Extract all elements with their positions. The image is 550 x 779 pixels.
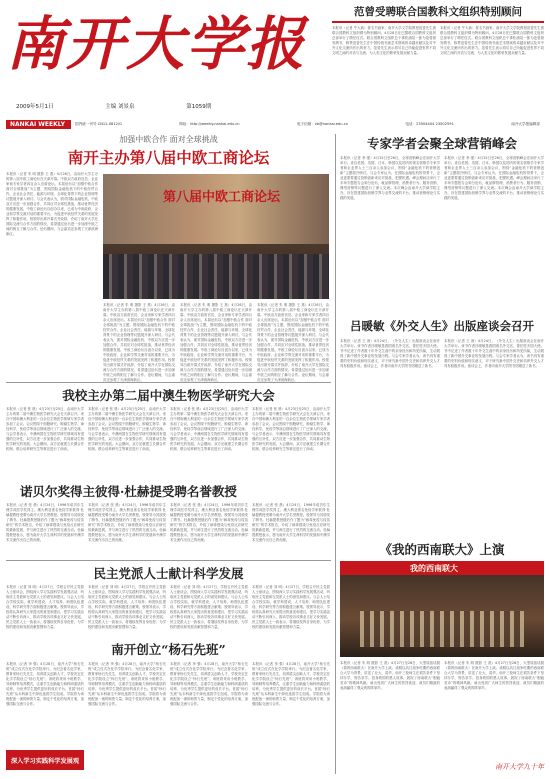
anniversary-logo: 南开大学九十年 [495, 763, 544, 771]
mz-story [6, 564, 331, 634]
xf-headline: 南开创立“杨石先班” [111, 642, 226, 657]
masthead-title: 南开大学报 [6, 10, 307, 78]
western-body-1: 本报讯（记者 朱 明 摄影 王 燕）4月27日至28日，大型原创话剧《我的西南联大》在南开大学上演。该剧以抗日战争时期的西南联合大学为背景，讲述了北大、清华、南开三校师生在艰苦条件下坚持办学、刻苦求学、投身救国的感人故事，展现了西南联大“刚毅坚卓”的精神风貌。演出受到广大师生的热烈欢迎，演员们精湛的表演赢得了观众的阵阵掌声。 [340, 661, 440, 690]
lv-body-1: 本报讯（记者 王 涛）4月24日，《外交人生》出版座谈会在南开大学举行。该书作者吕暖敏是我国著名外交官，曾任驻多国大使。书中记述了作者数十年外交生涯中的亲身经历和所见所闻，生动展现了新中国外交事业的发展历程。与会专家学者认为，该书具有重要的史料价值和现实意义，对于研究新中国外交史和培养外交人才具有积极作用。座谈会上，作者向南开大学图书馆赠送了新书。 [340, 339, 440, 368]
xf-body-1: 本报讯（记者 李 强）4月28日，南开大学“杨石先班”成立仪式在化学学院举行。为纪念著名化学家、教育家杨石先先生，培养拔尖创新人才，学校决定在化学学院设立“杨石先班”。该班将采用小班教学、导师制等培养模式，注重学生创新能力和科研素质的培养，为优秀学生提供更好的成长平台。首届“杨石先班”从本科新生中择优选拔学生组成。学院将为该班配备一流的师资力量，制定个性化的培养方案，加强国际交流与合作。 [6, 662, 84, 706]
western-photo [340, 561, 544, 657]
weekly-label: NANKAI WEEKLY [6, 121, 69, 128]
story-body-cont: 本报讯（记者 牛大新）著名书画家、南开大学文学院教授范曾先生被联合国教科文组织聘为特别顾问。4月28日在巴黎联合国教科文组织总部举行了聘任仪式。联合国教科文组织总干事松浦晃一郎为范曾颁发聘书，称赞范曾先生在中国传统书画艺术领域的卓越贡献以及对中外文化交流所作出的努力。范曾先生表示将尽自己所能促进世界不同文明之间的对话与交流，为人类文化的繁荣发展贡献力量。 [440, 26, 544, 55]
mz-body-1: 本报讯（记者 刘 明）4月27日，学校召开民主党派人士座谈会，围绕深入学习实践科学发展观活动，听取民主党派和无党派人士的意见和建议。与会人士结合学校实际，就学科建设、人才培养、师资队伍建设、科学研究等方面积极建言献策。校领导表示，学校将认真研究大家提出的意见和建议，把学习实践活动不断引向深入，推动学校各项事业又好又快发展。民主党派人士一致表示，将继续发挥自身优势，为学校的建设和发展贡献智慧和力量。 [6, 585, 84, 629]
expert-body-1: 本报讯（记者 李 强）4月25日至26日，全球营销峰会在南开大学举行。来自美国、英国、日本、韩国以及国内的著名营销学专家学者和企业界人士三百余人参加会议，围绕“金融危机下的营销创新”主题展开研讨。与会专家认为，在国际金融危机的背景下，企业更需要通过营销创新来应对挑战，把握机遇。峰会期间还举行了多场专题报告会和分论坛，就品牌管理、消费者行为、服务营销、网络营销等议题进行了深入交流。本次峰会由南开大学商学院主办，旨在搭建国际营销学界与业界交流的平台，推动营销理论与实践的发展。 [340, 156, 440, 200]
nobel-body-4: 本报讯（记者 张 晨）4月24日，1996年诺贝尔生理学或医学奖得主、澳大利亚著名免疫学家彼得·杜赫提教授受聘为南开大学名誉教授。校领导为其颁发了聘书。杜赫提教授随后作了题为“病毒免疫与疫苗研究”的学术报告，介绍了病毒感染与免疫反应研究的最新进展，并与师生进行了热烈的交流互动。杜赫提教授表示，愿为南开大学生命科学的发展和中澳学术交流作出自己的贡献。 [252, 503, 330, 542]
western-story [340, 540, 544, 776]
nobel-body-1: 本报讯（记者 张 晨）4月24日，1996年诺贝尔生理学或医学奖得主、澳大利亚著名免疫学家彼得·杜赫提教授受聘为南开大学名誉教授。校领导为其颁发了聘书。杜赫提教授随后作了题为“病毒免疫与疫苗研究”的学术报告，介绍了病毒感染与免疫反应研究的最新进展，并与师生进行了热烈的交流互动。杜赫提教授表示，愿为南开大学生命科学的发展和中澳学术交流作出自己的贡献。 [6, 503, 84, 542]
bio-body-1: 本报讯（记者 张 晨）4月23日至25日，由南开大学主办的第二届中澳生物医学研究大会在天津召开。来自中国和澳大利亚的一百余位生物医学领域专家学者参加了会议。会议围绕干细胞研究、肿瘤生物学、神经科学、免疫学等前沿领域进行了广泛深入的交流。与会学者表示，中澳两国在生物医学研究领域具有很强的互补性，双方应进一步加强合作，共同推动生物医学研究的发展。大会期间，双方还就建立长期合作机制、联合培养研究生等事宜进行了商谈。 [6, 407, 84, 451]
story-headline: 范曾受聘联合国教科文组织特别顾问 [354, 6, 522, 18]
mz-body-2: 本报讯（记者 刘 明）4月27日，学校召开民主党派人士座谈会，围绕深入学习实践科学发展观活动，听取民主党派和无党派人士的意见和建议。与会人士结合学校实际，就学科建设、人才培养、师资队伍建设、科学研究等方面积极建言献策。校领导表示，学校将认真研究大家提出的意见和建议，把学习实践活动不断引向深入，推动学校各项事业又好又快发展。民主党派人士一致表示，将继续发挥自身优势，为学校的建设和发展贡献智慧和力量。 [88, 585, 166, 629]
lead-story [6, 134, 331, 380]
lv-headline: 吕暖敏《外交人生》出版座谈会召开 [350, 319, 534, 333]
bio-body-2: 本报讯（记者 张 晨）4月23日至25日，由南开大学主办的第二届中澳生物医学研究大会在天津召开。来自中国和澳大利亚的一百余位生物医学领域专家学者参加了会议。会议围绕干细胞研究、肿瘤生物学、神经科学、免疫学等前沿领域进行了广泛深入的交流。与会学者表示，中澳两国在生物医学研究领域具有很强的互补性，双方应进一步加强合作，共同推动生物医学研究的发展。大会期间，双方还就建立长期合作机制、联合培养研究生等事宜进行了商谈。 [88, 407, 166, 451]
photo-banner-text: 第八届中欧工商论坛 [163, 190, 281, 205]
nobel-body-3: 本报讯（记者 张 晨）4月24日，1996年诺贝尔生理学或医学奖得主、澳大利亚著名免疫学家彼得·杜赫提教授受聘为南开大学名誉教授。校领导为其颁发了聘书。杜赫提教授随后作了题为“病毒免疫与疫苗研究”的学术报告，介绍了病毒感染与免疫反应研究的最新进展，并与师生进行了热烈的交流互动。杜赫提教授表示，愿为南开大学生命科学的发展和中澳学术交流作出自己的贡献。 [170, 503, 248, 542]
lead-body-col3: 本报讯（记者 朱 明 摄影 王 燕）4月26日，由南开大学主办的第八届中欧工商论坛在天津开幕。中欧双方政府官员、企业家和专家学者四百余人出席论坛。本届论坛以“加强中欧合作 面对全球挑战”为主题，围绕国际金融危机下的中欧经贸合作、企业社会责任、能源与环境、全球化背景下的企业管理等议题展开深入研讨。与会代表认为，面对国际金融危机，中欧双方应进一步加强合作，共同应对全球性挑战，推动世界经济的健康发展。中欧工商论坛自创办以来，已成为中欧政府、企业和学界交流对话的重要平台，为促进中欧经贸关系的发展发挥了积极作用。校领导出席开幕式并致辞，介绍了南开大学在国际交流与合作方面的情况，希望通过论坛进一步加深中欧之间的相互了解与合作。论坛期间，与会嘉宾还参观了天津滨海新区。 [180, 303, 252, 382]
lv-story [340, 318, 544, 518]
website: 网址：http://weekly.nankai.edu.cn [179, 122, 240, 126]
mz-headline: 民主党派人士献计科学发展 [93, 566, 244, 581]
xf-body-2: 本报讯（记者 李 强）4月28日，南开大学“杨石先班”成立仪式在化学学院举行。为纪念著名化学家、教育家杨石先先生，培养拔尖创新人才，学校决定在化学学院设立“杨石先班”。该班将采用小班教学、导师制等培养模式，注重学生创新能力和科研素质的培养，为优秀学生提供更好的成长平台。首届“杨石先班”从本科新生中择优选拔学生组成。学院将为该班配备一流的师资力量，制定个性化的培养方案，加强国际交流与合作。 [88, 662, 166, 706]
lead-headline: 南开主办第八届中欧工商论坛 [67, 148, 270, 167]
expert-body-2: 本报讯（记者 李 强）4月25日至26日，全球营销峰会在南开大学举行。来自美国、英国、日本、韩国以及国内的著名营销学专家学者和企业界人士三百余人参加会议，围绕“金融危机下的营销创新”主题展开研讨。与会专家认为，在国际金融危机的背景下，企业更需要通过营销创新来应对挑战，把握机遇。峰会期间还举行了多场专题报告会和分论坛，就品牌管理、消费者行为、服务营销、网络营销等议题进行了深入交流。本次峰会由南开大学商学院主办，旨在搭建国际营销学界与业界交流的平台，推动营销理论与实践的发展。 [444, 156, 544, 200]
lead-photo [103, 174, 329, 299]
info-bar [6, 120, 544, 129]
story-body: 本报讯（记者 牛大新）著名书画家、南开大学文学院教授范曾先生被联合国教科文组织聘为特别顾问。4月28日在巴黎联合国教科文组织总部举行了聘任仪式。联合国教科文组织总干事松浦晃一郎为范曾颁发聘书，称赞范曾先生在中国传统书画艺术领域的卓越贡献以及对中外文化交流所作出的努力。范曾先生表示将尽自己所能促进世界不同文明之间的对话与交流，为人类文化的繁荣发展贡献力量。 [332, 26, 436, 55]
cn-number: 国内统一刊号 CN12-0812/G [75, 122, 122, 126]
xf-body-4: 本报讯（记者 李 强）4月28日，南开大学“杨石先班”成立仪式在化学学院举行。为纪念著名化学家、教育家杨石先先生，培养拔尖创新人才，学校决定在化学学院设立“杨石先班”。该班将采用小班教学、导师制等培养模式，注重学生创新能力和科研素质的培养，为优秀学生提供更好的成长平台。首届“杨石先班”从本科新生中择优选拔学生组成。学院将为该班配备一流的师资力量，制定个性化的培养方案，加强国际交流与合作。 [252, 662, 330, 706]
email: 电子信箱：zb@nankai.edu.cn [296, 122, 348, 126]
bio-body-3: 本报讯（记者 张 晨）4月23日至25日，由南开大学主办的第二届中澳生物医学研究大会在天津召开。来自中国和澳大利亚的一百余位生物医学领域专家学者参加了会议。会议围绕干细胞研究、肿瘤生物学、神经科学、免疫学等前沿领域进行了广泛深入的交流。与会学者表示，中澳两国在生物医学研究领域具有很强的互补性，双方应进一步加强合作，共同推动生物医学研究的发展。大会期间，双方还就建立长期合作机制、联合培养研究生等事宜进行了商谈。 [170, 407, 248, 451]
western-headline: 《我的西南联大》上演 [379, 542, 505, 557]
lead-body-col2: 本报讯（记者 朱 明 摄影 王 燕）4月26日，由南开大学主办的第八届中欧工商论坛在天津开幕。中欧双方政府官员、企业家和专家学者四百余人出席论坛。本届论坛以“加强中欧合作 面对全球挑战”为主题，围绕国际金融危机下的中欧经贸合作、企业社会责任、能源与环境、全球化背景下的企业管理等议题展开深入研讨。与会代表认为，面对国际金融危机，中欧双方应进一步加强合作，共同应对全球性挑战，推动世界经济的健康发展。中欧工商论坛自创办以来，已成为中欧政府、企业和学界交流对话的重要平台，为促进中欧经贸关系的发展发挥了积极作用。校领导出席开幕式并致辞，介绍了南开大学在国际交流与合作方面的情况，希望通过论坛进一步加深中欧之间的相互了解与合作。论坛期间，与会嘉宾还参观了天津滨海新区。 [103, 303, 175, 382]
bio-body-4: 本报讯（记者 张 晨）4月23日至25日，由南开大学主办的第二届中澳生物医学研究大会在天津召开。来自中国和澳大利亚的一百余位生物医学领域专家学者参加了会议。会议围绕干细胞研究、肿瘤生物学、神经科学、免疫学等前沿领域进行了广泛深入的交流。与会学者表示，中澳两国在生物医学研究领域具有很强的互补性，双方应进一步加强合作，共同推动生物医学研究的发展。大会期间，双方还就建立长期合作机制、联合培养研究生等事宜进行了商谈。 [252, 407, 330, 451]
xf-story [6, 640, 331, 774]
bottom-campaign-box: 深入学习实践科学发展观 [6, 750, 84, 770]
western-body-2: 本报讯（记者 朱 明 摄影 王 燕）4月27日至28日，大型原创话剧《我的西南联大》在南开大学上演。该剧以抗日战争时期的西南联合大学为背景，讲述了北大、清华、南开三校师生在艰苦条件下坚持办学、刻苦求学、投身救国的感人故事，展现了西南联大“刚毅坚卓”的精神风貌。演出受到广大师生的热烈欢迎，演员们精湛的表演赢得了观众的阵阵掌声。 [444, 661, 544, 690]
lv-body-2: 本报讯（记者 王 涛）4月24日，《外交人生》出版座谈会在南开大学举行。该书作者吕暖敏是我国著名外交官，曾任驻多国大使。书中记述了作者数十年外交生涯中的亲身经历和所见所闻，生动展现了新中国外交事业的发展历程。与会专家学者认为，该书具有重要的史料价值和现实意义，对于研究新中国外交史和培养外交人才具有积极作用。座谈会上，作者向南开大学图书馆赠送了新书。 [444, 339, 544, 368]
publisher: 南开大学报编辑部 [511, 122, 540, 126]
masthead [6, 4, 307, 114]
bio-headline: 我校主办第二届中澳生物医学研究大会 [62, 388, 275, 403]
lead-kicker: 加强中欧合作 面对全球挑战 [119, 135, 218, 144]
phone: 电话：23504404 23502591 [405, 122, 454, 126]
lead-body-col4: 本报讯（记者 朱 明 摄影 王 燕）4月26日，由南开大学主办的第八届中欧工商论坛在天津开幕。中欧双方政府官员、企业家和专家学者四百余人出席论坛。本届论坛以“加强中欧合作 面对全球挑战”为主题，围绕国际金融危机下的中欧经贸合作、企业社会责任、能源与环境、全球化背景下的企业管理等议题展开深入研讨。与会代表认为，面对国际金融危机，中欧双方应进一步加强合作，共同应对全球性挑战，推动世界经济的健康发展。中欧工商论坛自创办以来，已成为中欧政府、企业和学界交流对话的重要平台，为促进中欧经贸关系的发展发挥了积极作用。校领导出席开幕式并致辞，介绍了南开大学在国际交流与合作方面的情况，希望通过论坛进一步加深中欧之间的相互了解与合作。论坛期间，与会嘉宾还参观了天津滨海新区。 [257, 303, 329, 382]
mz-body-4: 本报讯（记者 刘 明）4月27日，学校召开民主党派人士座谈会，围绕深入学习实践科学发展观活动，听取民主党派和无党派人士的意见和建议。与会人士结合学校实际，就学科建设、人才培养、师资队伍建设、科学研究等方面积极建言献策。校领导表示，学校将认真研究大家提出的意见和建议，把学习实践活动不断引向深入，推动学校各项事业又好又快发展。民主党派人士一致表示，将继续发挥自身优势，为学校的建设和发展贡献智慧和力量。 [252, 585, 330, 629]
lead-body-col1: 本报讯（记者 朱 明 摄影 王 燕）4月26日，由南开大学主办的第八届中欧工商论坛在天津开幕。中欧双方政府官员、企业家和专家学者四百余人出席论坛。本届论坛以“加强中欧合作 面对全球挑战”为主题，围绕国际金融危机下的中欧经贸合作、企业社会责任、能源与环境、全球化背景下的企业管理等议题展开深入研讨。与会代表认为，面对国际金融危机，中欧双方应进一步加强合作，共同应对全球性挑战，推动世界经济的健康发展。中欧工商论坛自创办以来，已成为中欧政府、企业和学界交流对话的重要平台，为促进中欧经贸关系的发展发挥了积极作用。校领导出席开幕式并致辞，介绍了南开大学在国际交流与合作方面的情况，希望通过论坛进一步加深中欧之间的相互了解与合作。论坛期间，与会嘉宾还参观了天津滨海新区。 [6, 172, 98, 236]
expert-story [340, 134, 544, 304]
mz-body-3: 本报讯（记者 刘 明）4月27日，学校召开民主党派人士座谈会，围绕深入学习实践科学发展观活动，听取民主党派和无党派人士的意见和建议。与会人士结合学校实际，就学科建设、人才培养、师资队伍建设、科学研究等方面积极建言献策。校领导表示，学校将认真研究大家提出的意见和建议，把学习实践活动不断引向深入，推动学校各项事业又好又快发展。民主党派人士一致表示，将继续发挥自身优势，为学校的建设和发展贡献智慧和力量。 [170, 585, 248, 629]
issue-date: 2009年5月1日 [16, 104, 54, 110]
expert-headline: 专家学者会聚全球营销峰会 [366, 136, 517, 151]
xf-body-3: 本报讯（记者 李 强）4月28日，南开大学“杨石先班”成立仪式在化学学院举行。为纪念著名化学家、教育家杨石先先生，培养拔尖创新人才，学校决定在化学学院设立“杨石先班”。该班将采用小班教学、导师制等培养模式，注重学生创新能力和科研素质的培养，为优秀学生提供更好的成长平台。首届“杨石先班”从本科新生中择优选拔学生组成。学院将为该班配备一流的师资力量，制定个性化的培养方案，加强国际交流与合作。 [170, 662, 248, 706]
editor: 主编 刘景泉 [105, 104, 135, 110]
issue-number: 第1059期 [186, 104, 212, 110]
nobel-headline: 诺贝尔奖得主彼得·杜赫提受聘名誉教授 [20, 484, 237, 499]
nobel-body-2: 本报讯（记者 张 晨）4月24日，1996年诺贝尔生理学或医学奖得主、澳大利亚著名免疫学家彼得·杜赫提教授受聘为南开大学名誉教授。校领导为其颁发了聘书。杜赫提教授随后作了题为“病毒免疫与疫苗研究”的学术报告，介绍了病毒感染与免疫反应研究的最新进展，并与师生进行了热烈的交流互动。杜赫提教授表示，愿为南开大学生命科学的发展和中澳学术交流作出自己的贡献。 [88, 503, 166, 542]
western-banner: 我的西南联大 [410, 564, 458, 573]
nobel-story [6, 482, 331, 557]
bio-story [6, 386, 331, 478]
top-right-story [332, 4, 544, 116]
